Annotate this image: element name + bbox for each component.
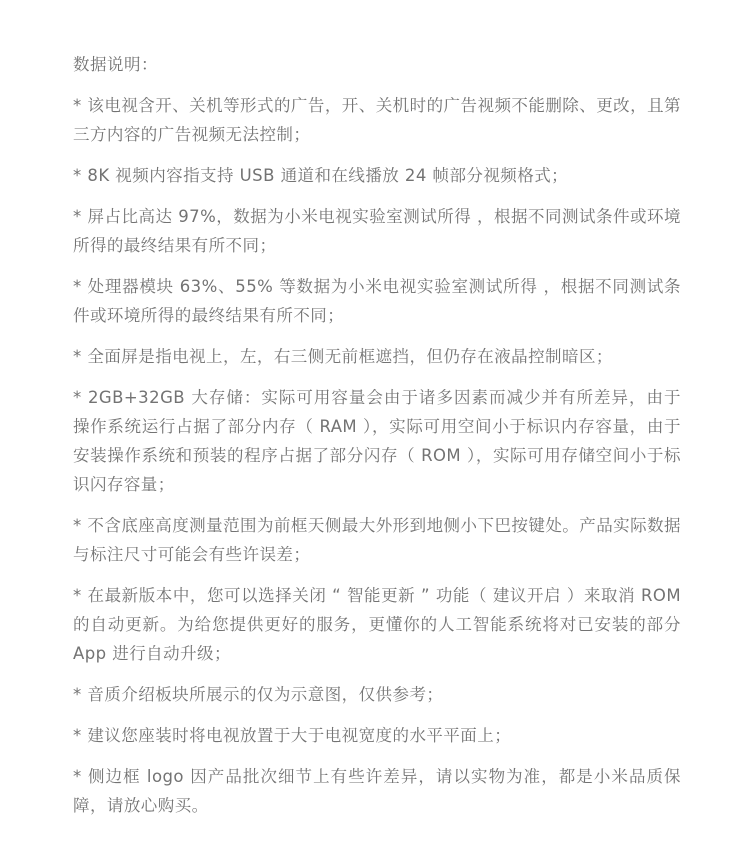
note-audio: * 音质介绍板块所展示的仅为示意图，仅供参考； — [73, 685, 444, 704]
section-heading: 数据说明： — [73, 55, 158, 74]
note-screen-ratio: * 屏占比高达 97%，数据为小米电视实验室测试所得 ，根据不同测试条件或环境所得的最终结果有所不同； — [73, 207, 681, 255]
note-measurement: * 不含底座高度测量范围为前框天侧最大外形到地侧小下巴按键处。产品实际数据与标注尺寸可能会有些许误差； — [73, 516, 681, 564]
note-full-screen: * 全面屏是指电视上，左，右三侧无前框遮挡，但仍存在液晶控制暗区； — [73, 347, 613, 366]
note-ad-disclaimer: * 该电视含开、关机等形式的广告，开、关机时的广告视频不能删除、更改，且第三方内容的广告视频无法控制； — [73, 96, 681, 144]
note-8k-content: * 8K 视频内容指支持 USB 通道和在线播放 24 帧部分视频格式； — [73, 166, 569, 185]
note-placement: * 建议您座装时将电视放置于大于电视宽度的水平平面上； — [73, 726, 512, 745]
note-storage: * 2GB+32GB 大存储：实际可用容量会由于诸多因素而减少并有所差异，由于操作系统运行占据了部分内存（ RAM ），实际可用空间小于标识内存容量，由于安装操作系统和预装的程序占据了部分闪存（ ROM ），实际可用存储空间小于标识闪存容量； — [73, 388, 681, 494]
note-smart-update: * 在最新版本中，您可以选择关闭 “ 智能更新 ” 功能（ 建议开启 ）来取消 ROM 的自动更新。为给您提供更好的服务，更懂你的人工智能系统将对已安装的部分 App 进行自动升级； — [73, 586, 681, 663]
note-side-logo: * 侧边框 logo 因产品批次细节上有些许差异，请以实物为准，都是小米品质保障，请放心购买。 — [73, 767, 681, 815]
data-notes-section — [73, 50, 681, 832]
note-processor-module: * 处理器模块 63%、55% 等数据为小米电视实验室测试所得 ，根据不同测试条件或环境所得的最终结果有所不同； — [73, 277, 681, 325]
